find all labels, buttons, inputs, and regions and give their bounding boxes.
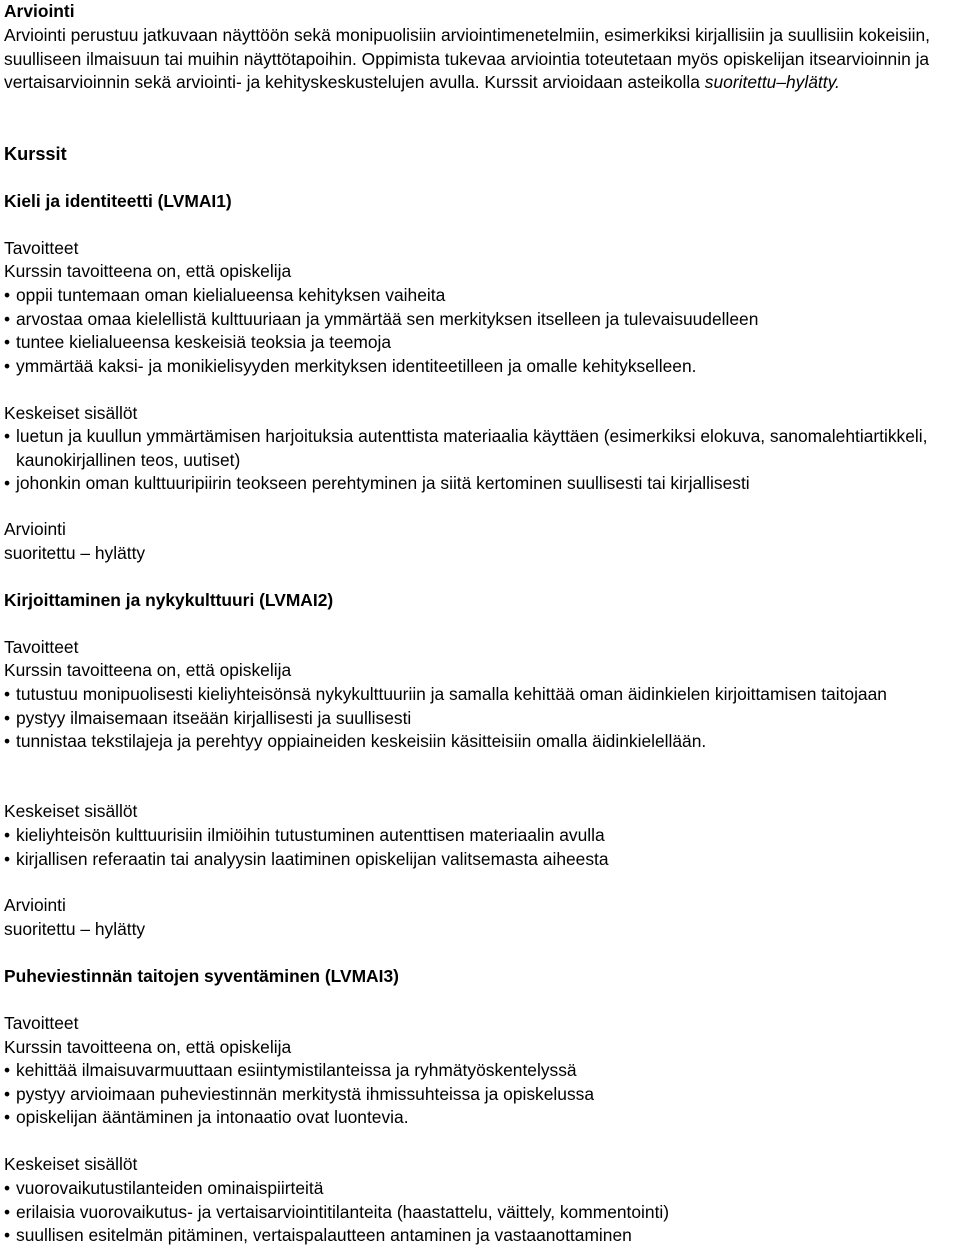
list-item: • ymmärtää kaksi- ja monikielisyyden merkityksen identiteetilleen ja omalle kehitykselleen. xyxy=(4,355,960,379)
list-item: • tutustuu monipuolisesti kieliyhteisönsä nykykulttuuriin ja samalla kehittää oman äidinkielen kirjoittamisen taitojaan xyxy=(4,683,960,707)
list-item: • tuntee kielialueensa keskeisiä teoksia ja teemoja xyxy=(4,331,960,355)
goals-label: Tavoitteet xyxy=(4,238,79,258)
list-item: • vuorovaikutustilanteiden ominaispiirteitä xyxy=(4,1177,960,1201)
goals-label: Tavoitteet xyxy=(4,637,79,657)
assessment-heading: Arviointi xyxy=(4,1,75,21)
list-item: • tunnistaa tekstilajeja ja perehtyy oppiaineiden keskeisiin käsitteisiin omalla äidinkielellään. xyxy=(4,730,960,754)
goals-list xyxy=(4,284,960,378)
goals-intro: Kurssin tavoitteena on, että opiskelija xyxy=(4,261,292,281)
list-item: • kieliyhteisön kulttuurisiin ilmiöihin tutustuminen autenttisen materiaalin avulla xyxy=(4,824,960,848)
content-label: Keskeiset sisällöt xyxy=(4,801,138,821)
list-item: • luetun ja kuullun ymmärtämisen harjoituksia autenttista materiaalia käyttäen (esimerkiksi elokuva, sanomalehtiartikkeli, kaunokirjallinen teos, uutiset) xyxy=(4,425,960,472)
assessment-scale: suoritettu–hylätty. xyxy=(704,72,840,92)
list-item: • pystyy arvioimaan puheviestinnän merkitystä ihmissuhteissa ja opiskelussa xyxy=(4,1083,960,1107)
list-item: • kirjallisen referaatin tai analyysin laatiminen opiskelijan valitsemasta aiheesta xyxy=(4,848,960,872)
assessment-label: Arviointi xyxy=(4,519,66,539)
list-item: • arvostaa omaa kielellistä kulttuuriaan ja ymmärtää sen merkityksen itselleen ja tulevaisuudelleen xyxy=(4,308,960,332)
assessment-paragraph-text: Arviointi perustuu jatkuvaan näyttöön sekä monipuolisiin arviointimenetelmiin, esimerkiksi kirjallisiin ja suullisiin kokeisiin, suulliseen ilmaisuun tai muihin näyttötapoihin. Oppimista tukevaa arviointia toteutetaan myös opiskelijan itsearvioinnin ja vertaisarvioinnin sekä arviointi- ja kehityskeskustelujen avulla. Kurssit arvioidaan asteikolla xyxy=(4,25,930,92)
assessment-paragraph xyxy=(4,24,960,95)
assessment-value: suoritettu – hylätty xyxy=(4,919,146,939)
goals-intro: Kurssin tavoitteena on, että opiskelija xyxy=(4,660,292,680)
list-item: • kehittää ilmaisuvarmuuttaan esiintymistilanteissa ja ryhmätyöskentelyssä xyxy=(4,1059,960,1083)
list-item: • opiskelijan ääntäminen ja intonaatio ovat luontevia. xyxy=(4,1106,960,1130)
course-title: Kieli ja identiteetti (LVMAI1) xyxy=(4,191,232,211)
goals-label: Tavoitteet xyxy=(4,1013,79,1033)
contents-list xyxy=(4,824,960,871)
list-item: • pystyy ilmaisemaan itseään kirjallisesti ja suullisesti xyxy=(4,707,960,731)
contents-list xyxy=(4,1177,960,1248)
list-item: • oppii tuntemaan oman kielialueensa kehityksen vaiheita xyxy=(4,284,960,308)
list-item: • johonkin oman kulttuuripiirin teokseen perehtyminen ja siitä kertominen suullisesti tai kirjallisesti xyxy=(4,472,960,496)
list-item: • suullisen esitelmän pitäminen, vertaispalautteen antaminen ja vastaanottaminen xyxy=(4,1224,960,1248)
content-label: Keskeiset sisällöt xyxy=(4,403,138,423)
content-label: Keskeiset sisällöt xyxy=(4,1154,138,1174)
assessment-label: Arviointi xyxy=(4,895,66,915)
goals-list xyxy=(4,1059,960,1130)
goals-intro: Kurssin tavoitteena on, että opiskelija xyxy=(4,1037,292,1057)
assessment-value: suoritettu – hylätty xyxy=(4,543,146,563)
goals-list xyxy=(4,683,960,754)
course-title: Puheviestinnän taitojen syventäminen (LVMAI3) xyxy=(4,966,399,986)
course-title: Kirjoittaminen ja nykykulttuuri (LVMAI2) xyxy=(4,590,334,610)
contents-list xyxy=(4,425,960,496)
list-item: • erilaisia vuorovaikutus- ja vertaisarviointitilanteita (haastattelu, väittely, kommentointi) xyxy=(4,1201,960,1225)
courses-heading: Kurssit xyxy=(4,144,67,164)
